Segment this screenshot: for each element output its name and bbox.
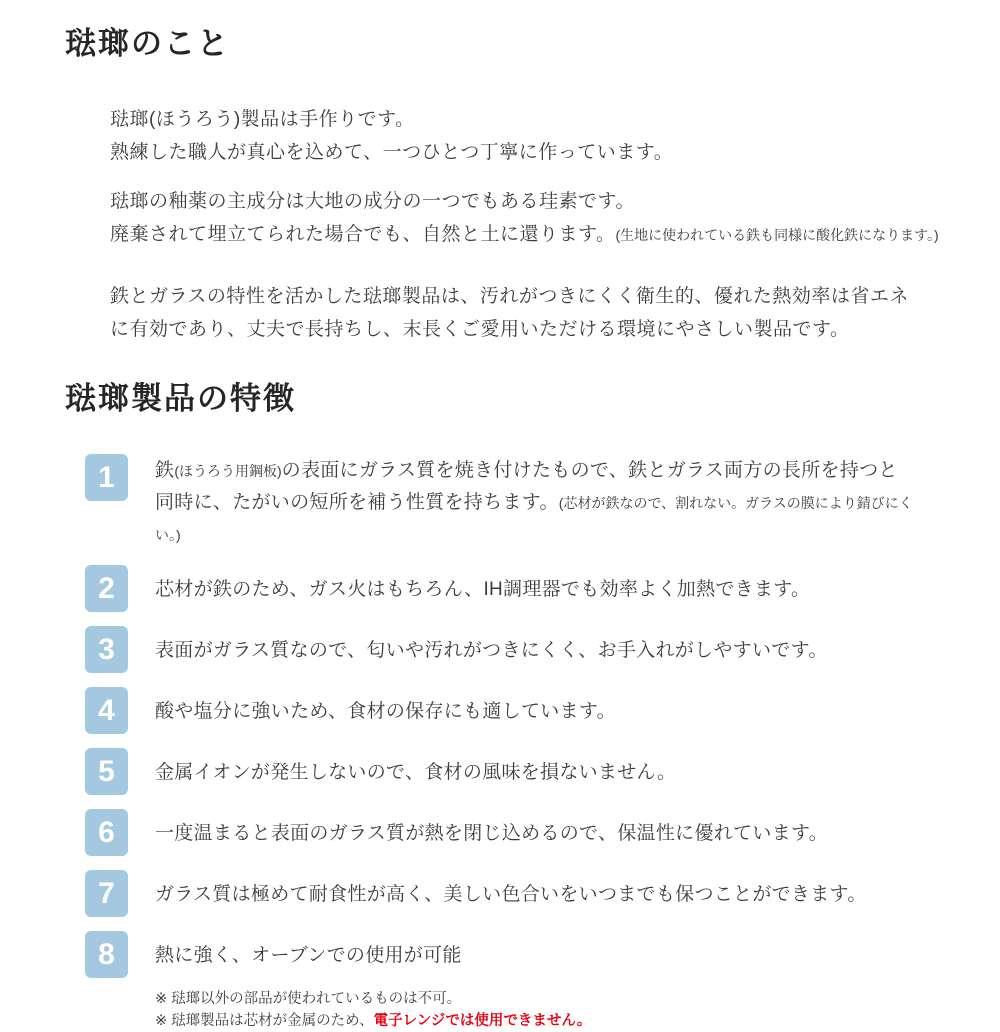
- feature-number-badge-6: 6: [85, 809, 128, 856]
- feature-number-badge-4: 4: [85, 687, 128, 734]
- feature-item-7: [85, 870, 945, 917]
- feature-item-8: [85, 931, 945, 978]
- feature-text-3: 表面がガラス質なので、匂いや汚れがつきにくく、お手入れがしやすいです。: [155, 640, 828, 661]
- about-p2-line2-main: 廃棄されて埋立てられた場合でも、自然と土に還ります。: [110, 224, 616, 245]
- feature-number-badge-8: 8: [85, 931, 128, 978]
- feature-item-1: [85, 454, 945, 551]
- about-p1-line1: 琺瑯(ほうろう)製品は手作りです。: [110, 109, 415, 130]
- feature-item-3: [85, 626, 945, 673]
- feature-item-5: [85, 748, 945, 795]
- footnote-2-warning: 電子レンジでは使用できません。: [373, 1013, 592, 1029]
- feature-number-badge-2: 2: [85, 565, 128, 612]
- feature-number-badge-3: 3: [85, 626, 128, 673]
- feature-1-small-inline: (ほうろう用鋼板): [174, 463, 282, 479]
- footnotes: [155, 988, 945, 1032]
- footnote-2: [155, 1010, 945, 1032]
- feature-number-badge-7: 7: [85, 870, 128, 917]
- feature-text-7: ガラス質は極めて耐食性が高く、美しい色合いをいつまでも保つことができます。: [155, 884, 867, 905]
- feature-text-1: [155, 454, 915, 551]
- feature-text-8: 熱に強く、オーブンでの使用が可能: [155, 945, 462, 966]
- about-section-heading: 琺瑯のこと: [65, 26, 230, 61]
- feature-1-rest: の表面にガラス質を焼き付けたもので、鉄とガラス両方の長所を持つと同時に、たがいの短所を補う性質を持ちます。: [155, 460, 898, 513]
- feature-item-2: [85, 565, 945, 612]
- about-paragraph-2: [110, 185, 945, 252]
- feature-list: [85, 454, 945, 978]
- about-p1-line2: 熟練した職人が真心を込めて、一つひとつ丁寧に作っています。: [110, 142, 674, 163]
- features-section-heading: 琺瑯製品の特徴: [65, 381, 296, 416]
- footnote-2-prefix: ※ 琺瑯製品は芯材が金属のため、: [155, 1013, 374, 1029]
- feature-text-2: 芯材が鉄のため、ガス火はもちろん、IH調理器でも効率よく加熱できます。: [155, 579, 811, 600]
- feature-1-small-tail: (芯材が鉄なので、割れない。ガラスの膜により錆びにくい。): [155, 495, 913, 543]
- feature-text-5: 金属イオンが発生しないので、食材の風味を損ないません。: [155, 762, 677, 783]
- about-p2-line2-note: (生地に使われている鉄も同様に酸化鉄になります。): [615, 227, 939, 243]
- about-paragraph-3: 鉄とガラスの特性を活かした琺瑯製品は、汚れがつきにくく衛生的、優れた熱効率は省エネに有効であり、丈夫で長持ちし、末長くご愛用いただける環境にやさしい製品です。: [110, 286, 909, 340]
- feature-number-badge-1: 1: [85, 454, 128, 501]
- feature-1-head: 鉄: [155, 460, 175, 481]
- footnote-1: ※ 琺瑯以外の部品が使われているものは不可。: [155, 991, 462, 1007]
- feature-text-4: 酸や塩分に強いため、食材の保存にも適しています。: [155, 701, 616, 722]
- about-p2-line1: 琺瑯の釉薬の主成分は大地の成分の一つでもある珪素です。: [110, 191, 635, 212]
- feature-item-6: [85, 809, 945, 856]
- feature-text-6: 一度温まると表面のガラス質が熱を閉じ込めるので、保温性に優れています。: [155, 823, 829, 844]
- about-p2-line2: [110, 218, 945, 252]
- about-paragraph-1: [110, 103, 945, 169]
- feature-number-badge-5: 5: [85, 748, 128, 795]
- feature-item-4: [85, 687, 945, 734]
